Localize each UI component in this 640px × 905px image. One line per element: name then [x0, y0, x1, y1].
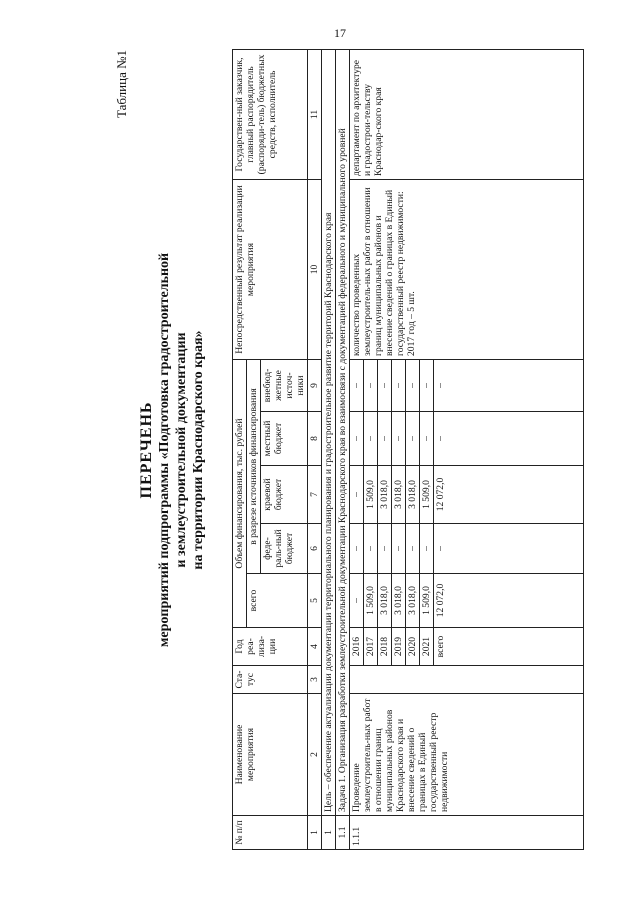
column-number: 3 [308, 666, 322, 694]
local-cell: – [406, 412, 420, 466]
extrabudget-cell: – [420, 359, 434, 411]
activities-table [232, 49, 584, 850]
header-local: местный бюджет [261, 412, 308, 466]
column-number: 9 [308, 359, 322, 411]
year-cell: всего [434, 628, 584, 666]
regional-cell: 3 018,0 [392, 466, 406, 524]
column-number: 4 [308, 628, 322, 666]
federal-cell: – [378, 524, 392, 574]
column-numbers-row [308, 49, 322, 849]
table-label: Таблица №1 [114, 50, 129, 119]
header-regional: краевой бюджет [261, 466, 308, 524]
header-extrabudget: внебюд-жетные источ-ники [261, 359, 308, 411]
task-num: 1.1 [336, 816, 350, 850]
local-cell: – [378, 412, 392, 466]
extrabudget-cell: – [406, 359, 420, 411]
total-cell: 3 018,0 [392, 574, 406, 628]
regional-cell: 1 509,0 [364, 466, 378, 524]
total-cell: – [350, 574, 364, 628]
local-cell: – [350, 412, 364, 466]
regional-cell: 3 018,0 [378, 466, 392, 524]
federal-cell: – [350, 524, 364, 574]
extrabudget-cell: – [350, 359, 364, 411]
year-cell: 2021 [420, 628, 434, 666]
column-number: 5 [308, 574, 322, 628]
heading-line-3: на территории Краснодарского края» [191, 330, 206, 570]
year-cell: 2018 [378, 628, 392, 666]
year-cell: 2017 [364, 628, 378, 666]
column-number: 8 [308, 412, 322, 466]
federal-cell: – [364, 524, 378, 574]
local-cell: – [392, 412, 406, 466]
extrabudget-cell: – [364, 359, 378, 411]
activity-customer: департамент по архитектуре и градострои-тельству Краснодар-ского края [350, 49, 584, 179]
total-cell: 1 509,0 [364, 574, 378, 628]
total-cell: 1 509,0 [420, 574, 434, 628]
heading-title: ПЕРЕЧЕНЬ [138, 401, 155, 499]
column-number: 1 [308, 816, 322, 850]
regional-cell: 1 509,0 [420, 466, 434, 524]
header-total: всего [247, 574, 308, 628]
local-cell: – [364, 412, 378, 466]
federal-cell: – [392, 524, 406, 574]
column-number: 10 [308, 179, 322, 359]
year-cell: 2020 [406, 628, 420, 666]
header-status: Ста-тус [233, 666, 308, 694]
activity-num: 1.1.1 [350, 816, 584, 850]
header-federal: феде-раль-ный бюджет [261, 524, 308, 574]
total-cell: 3 018,0 [406, 574, 420, 628]
federal-cell: – [420, 524, 434, 574]
header-sources-group: в разрезе источников финансирования [247, 359, 261, 573]
activity-result: количество проведенных землеустроитель-ных работ в отношении границ муниципальных районов и внесение сведений о границах в Единый государственный реестр недвижимости: 2017 год – 5 шт. [350, 179, 584, 359]
column-number: 11 [308, 49, 322, 179]
header-year: Год реа-лиза-ции [233, 628, 308, 666]
extrabudget-cell: – [434, 359, 584, 411]
regional-cell: – [350, 466, 364, 524]
local-cell: – [434, 412, 584, 466]
page-number: 17 [334, 26, 346, 40]
task-text: Задача 1. Организация разработки землеустроительной документации Краснодарского края во взаимосвязи с документацией федерального и муниципального уровней [336, 49, 350, 815]
header-funding-group: Объем финансирования, тыс. рублей [233, 359, 247, 627]
extrabudget-cell: – [378, 359, 392, 411]
total-cell: 3 018,0 [378, 574, 392, 628]
rotated-page-content [112, 50, 622, 850]
regional-cell: 12 072,0 [434, 466, 584, 524]
header-result: Непосредственный результат реализации мероприятия [233, 179, 308, 359]
task-row [336, 49, 350, 849]
local-cell: – [420, 412, 434, 466]
column-number: 2 [308, 694, 322, 816]
goal-text: Цель – обеспечение актуализации документации территориального планирования и градостроительное развитие территорий Краснодарского края [322, 49, 336, 815]
total-cell: 12 072,0 [434, 574, 584, 628]
goal-row [322, 49, 336, 849]
document-heading [138, 50, 207, 850]
column-number: 7 [308, 466, 322, 524]
year-cell: 2016 [350, 628, 364, 666]
activity-status [350, 666, 584, 694]
year-cell: 2019 [392, 628, 406, 666]
extrabudget-cell: – [392, 359, 406, 411]
federal-cell: – [406, 524, 420, 574]
federal-cell: – [434, 524, 584, 574]
header-customer: Государствен-ный заказчик, главный распорядитель (распоряди-тель) бюджетных средств, исполнитель [233, 49, 308, 179]
goal-num: 1 [322, 816, 336, 850]
header-num: № п/п [233, 816, 308, 850]
header-name: Наименование мероприятия [233, 694, 308, 816]
heading-line-1: мероприятий подпрограммы «Подготовка градостроительной [157, 252, 172, 648]
column-number: 6 [308, 524, 322, 574]
activity-row [350, 49, 364, 849]
heading-line-2: и землеустроительной документации [174, 332, 189, 568]
activity-name: Проведение землеустроитель-ных работ в отношении границ муниципальных районов Краснодарского края и внесение сведений о границах в Единый государственный реестр недвижимости [350, 694, 584, 816]
regional-cell: 3 018,0 [406, 466, 420, 524]
